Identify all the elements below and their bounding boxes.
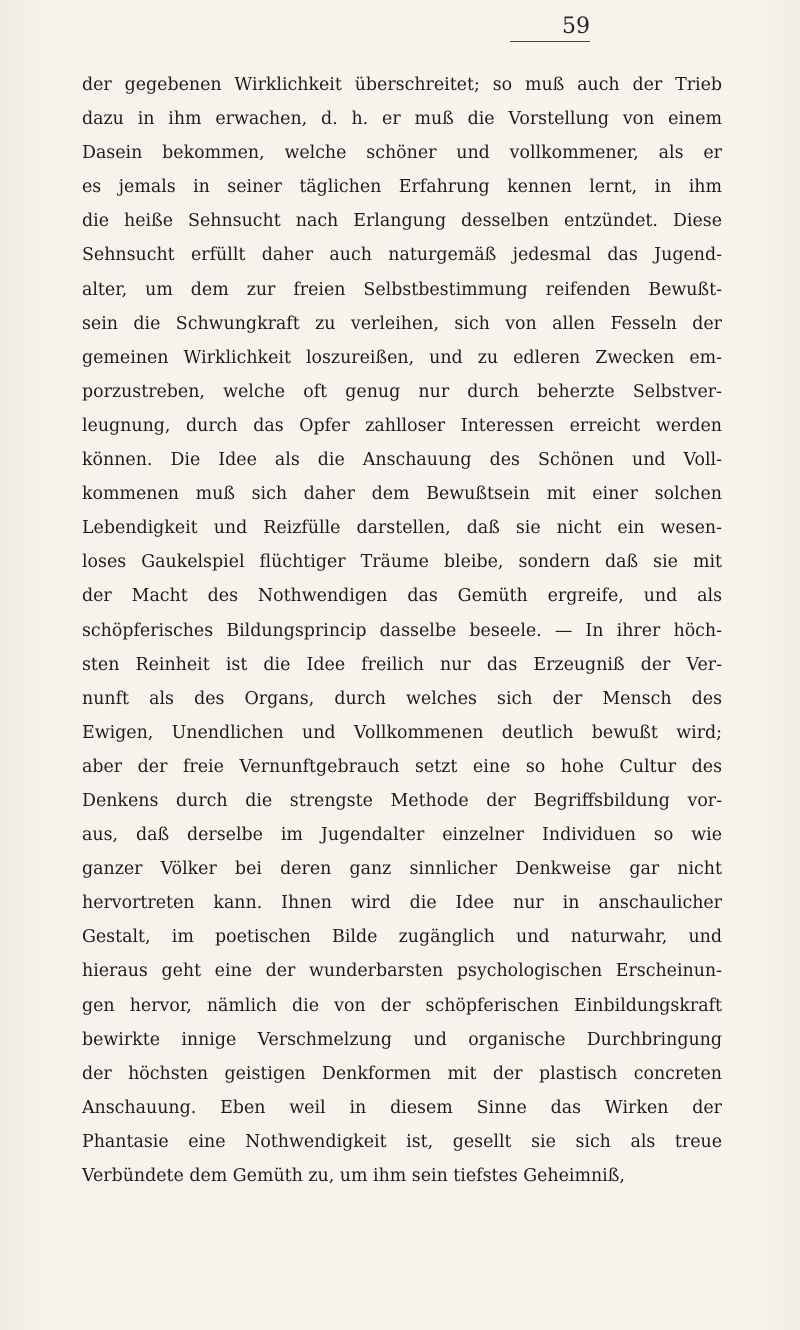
text-line: ganzer Völker bei deren ganz sinnlicher Denkweise gar nicht (82, 859, 722, 880)
text-line: gen hervor, nämlich die von der schöpferischen Einbildungskraft (82, 995, 722, 1016)
text-line: Verbündete dem Gemüth zu, um ihm sein tiefstes Geheimniß, (82, 1166, 625, 1186)
text-line: der gegebenen Wirklichkeit überschreitet; so muß auch der Trieb (82, 75, 722, 95)
text-line: bewirkte innige Verschmelzung und organische Durchbringung (82, 1029, 722, 1050)
text-line: der höchsten geistigen Denkformen mit der plastisch concreten (82, 1063, 722, 1084)
text-line: dazu in ihm erwachen, d. h. er muß die Vorstellung von einem (82, 109, 722, 130)
text-line: Lebendigkeit und Reizfülle darstellen, daß sie nicht ein wesen- (82, 518, 722, 539)
text-line: alter, um dem zur freien Selbstbestimmung reifenden Bewußt- (82, 279, 722, 300)
text-line: hieraus geht eine der wunderbarsten psychologischen Erscheinun- (82, 961, 722, 982)
text-line: hervortreten kann. Ihnen wird die Idee nur in anschaulicher (82, 893, 722, 914)
text-line: Dasein bekommen, welche schöner und vollkommener, als er (82, 143, 722, 164)
text-line: Gestalt, im poetischen Bilde zugänglich und naturwahr, und (82, 927, 722, 948)
body-text (82, 68, 722, 1193)
text-line: können. Die Idee als die Anschauung des Schönen und Voll- (82, 450, 722, 471)
text-line: Sehnsucht erfüllt daher auch naturgemäß jedesmal das Jugend- (82, 245, 722, 266)
text-line: leugnung, durch das Opfer zahlloser Interessen erreicht werden (82, 415, 722, 436)
text-line: aber der freie Vernunftgebrauch setzt eine so hohe Cultur des (82, 756, 722, 777)
text-line: gemeinen Wirklichkeit loszureißen, und zu edleren Zwecken em- (82, 347, 722, 368)
text-line: die heiße Sehnsucht nach Erlangung desselben entzündet. Diese (82, 211, 722, 232)
text-line: loses Gaukelspiel flüchtiger Träume bleibe, sondern daß sie mit (82, 552, 722, 573)
text-line: der Macht des Nothwendigen das Gemüth ergreife, und als (82, 586, 722, 607)
text-line: sein die Schwungkraft zu verleihen, sich von allen Fesseln der (82, 313, 722, 334)
page-number: 59 (0, 14, 800, 42)
text-line: Phantasie eine Nothwendigkeit ist, gesellt sie sich als treue (82, 1131, 722, 1152)
text-line: aus, daß derselbe im Jugendalter einzelner Individuen so wie (82, 825, 722, 846)
text-line: Anschauung. Eben weil in diesem Sinne das Wirken der (82, 1097, 722, 1118)
text-line: sten Reinheit ist die Idee freilich nur das Erzeugniß der Ver- (82, 654, 722, 675)
text-line: Denkens durch die strengste Methode der Begriffsbildung vor- (82, 790, 722, 811)
text-line: Ewigen, Unendlichen und Vollkommenen deutlich bewußt wird; (82, 722, 722, 743)
text-line: porzustreben, welche oft genug nur durch beherzte Selbstver- (82, 381, 722, 402)
text-line: nunft als des Organs, durch welches sich der Mensch des (82, 688, 722, 709)
text-line: schöpferisches Bildungsprincip dasselbe beseele. — In ihrer höch- (82, 620, 722, 641)
text-line: kommenen muß sich daher dem Bewußtsein mit einer solchen (82, 484, 722, 505)
text-line: es jemals in seiner täglichen Erfahrung kennen lernt, in ihm (82, 177, 722, 198)
